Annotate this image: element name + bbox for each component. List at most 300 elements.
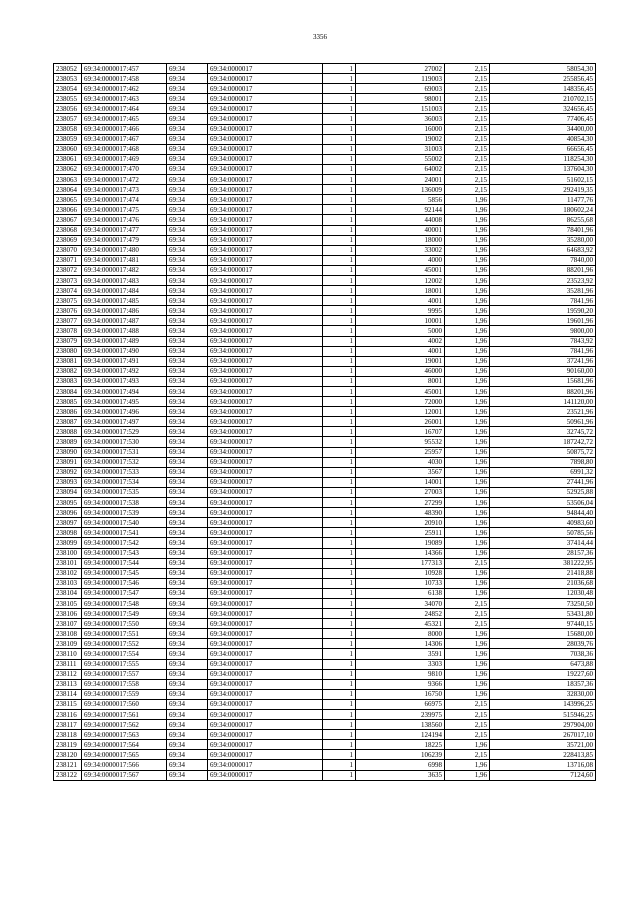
value-cell: 118254,30 (490, 154, 596, 164)
area-cell: 9810 (356, 669, 445, 679)
row-number: 238059 (54, 134, 82, 144)
district-code: 69:34 (167, 689, 208, 699)
row-number: 238069 (54, 235, 82, 245)
rate-cell: 1,96 (445, 366, 490, 376)
area-cell: 136009 (356, 185, 445, 195)
count-cell: 1 (323, 437, 356, 447)
rate-cell: 1,96 (445, 568, 490, 578)
cadastral-number: 69:34:0000017:487 (82, 316, 167, 326)
rate-cell: 1,96 (445, 689, 490, 699)
area-cell: 92144 (356, 205, 445, 215)
row-number: 238095 (54, 498, 82, 508)
row-number: 238090 (54, 447, 82, 457)
district-code: 69:34 (167, 750, 208, 760)
area-cell: 27003 (356, 487, 445, 497)
table-row (54, 528, 596, 538)
value-cell: 381222,95 (490, 558, 596, 568)
rate-cell: 1,96 (445, 376, 490, 386)
rate-cell: 1,96 (445, 255, 490, 265)
district-code: 69:34 (167, 397, 208, 407)
district-code: 69:34 (167, 286, 208, 296)
row-number: 238099 (54, 538, 82, 548)
row-number: 238076 (54, 306, 82, 316)
district-code: 69:34 (167, 245, 208, 255)
count-cell: 1 (323, 457, 356, 467)
table-row (54, 306, 596, 316)
value-cell: 34400,00 (490, 124, 596, 134)
cadastral-block: 69:34:0000017 (208, 114, 323, 124)
rate-cell: 1,96 (445, 669, 490, 679)
value-cell: 27441,96 (490, 477, 596, 487)
table-row (54, 770, 596, 780)
cadastral-number: 69:34:0000017:458 (82, 74, 167, 84)
area-cell: 4001 (356, 296, 445, 306)
row-number: 238082 (54, 366, 82, 376)
cadastral-block: 69:34:0000017 (208, 669, 323, 679)
rate-cell: 1,96 (445, 679, 490, 689)
count-cell: 1 (323, 265, 356, 275)
table-row (54, 387, 596, 397)
table-row (54, 467, 596, 477)
district-code: 69:34 (167, 356, 208, 366)
row-number: 238122 (54, 770, 82, 780)
rate-cell: 2,15 (445, 710, 490, 720)
count-cell: 1 (323, 750, 356, 760)
table-row (54, 134, 596, 144)
cadastral-block: 69:34:0000017 (208, 578, 323, 588)
count-cell: 1 (323, 366, 356, 376)
count-cell: 1 (323, 255, 356, 265)
cadastral-number: 69:34:0000017:542 (82, 538, 167, 548)
value-cell: 15681,96 (490, 376, 596, 386)
row-number: 238086 (54, 407, 82, 417)
cadastral-block: 69:34:0000017 (208, 437, 323, 447)
cadastral-block: 69:34:0000017 (208, 356, 323, 366)
district-code: 69:34 (167, 629, 208, 639)
cadastral-block: 69:34:0000017 (208, 609, 323, 619)
row-number: 238107 (54, 619, 82, 629)
value-cell: 28157,36 (490, 548, 596, 558)
table-row (54, 164, 596, 174)
cadastral-block: 69:34:0000017 (208, 548, 323, 558)
district-code: 69:34 (167, 508, 208, 518)
table-row (54, 104, 596, 114)
cadastral-block: 69:34:0000017 (208, 740, 323, 750)
area-cell: 69003 (356, 84, 445, 94)
cadastral-block: 69:34:0000017 (208, 74, 323, 84)
value-cell: 53431,80 (490, 609, 596, 619)
cadastral-block: 69:34:0000017 (208, 467, 323, 477)
count-cell: 1 (323, 215, 356, 225)
rate-cell: 2,15 (445, 154, 490, 164)
value-cell: 50875,72 (490, 447, 596, 457)
rate-cell: 1,96 (445, 407, 490, 417)
area-cell: 26001 (356, 417, 445, 427)
value-cell: 35281,96 (490, 286, 596, 296)
count-cell: 1 (323, 679, 356, 689)
row-number: 238078 (54, 326, 82, 336)
cadastral-block: 69:34:0000017 (208, 376, 323, 386)
value-cell: 21036,68 (490, 578, 596, 588)
cadastral-block: 69:34:0000017 (208, 366, 323, 376)
value-cell: 7898,80 (490, 457, 596, 467)
area-cell: 19002 (356, 134, 445, 144)
rate-cell: 1,96 (445, 427, 490, 437)
rate-cell: 1,96 (445, 447, 490, 457)
cadastral-number: 69:34:0000017:529 (82, 427, 167, 437)
rate-cell: 1,96 (445, 316, 490, 326)
count-cell: 1 (323, 518, 356, 528)
count-cell: 1 (323, 447, 356, 457)
table-body (54, 64, 596, 781)
value-cell: 90160,00 (490, 366, 596, 376)
rate-cell: 1,96 (445, 275, 490, 285)
table-row (54, 639, 596, 649)
rate-cell: 1,96 (445, 740, 490, 750)
area-cell: 4001 (356, 346, 445, 356)
district-code: 69:34 (167, 467, 208, 477)
area-cell: 151003 (356, 104, 445, 114)
count-cell: 1 (323, 94, 356, 104)
district-code: 69:34 (167, 154, 208, 164)
rate-cell: 2,15 (445, 64, 490, 74)
value-cell: 15680,00 (490, 629, 596, 639)
district-code: 69:34 (167, 265, 208, 275)
area-cell: 119003 (356, 74, 445, 84)
value-cell: 64683,92 (490, 245, 596, 255)
count-cell: 1 (323, 598, 356, 608)
rate-cell: 2,15 (445, 699, 490, 709)
district-code: 69:34 (167, 730, 208, 740)
value-cell: 35721,00 (490, 740, 596, 750)
count-cell: 1 (323, 417, 356, 427)
count-cell: 1 (323, 730, 356, 740)
row-number: 238080 (54, 346, 82, 356)
value-cell: 58054,30 (490, 64, 596, 74)
table-row (54, 538, 596, 548)
cadastral-number: 69:34:0000017:474 (82, 195, 167, 205)
district-code: 69:34 (167, 477, 208, 487)
table-row (54, 518, 596, 528)
rate-cell: 1,96 (445, 387, 490, 397)
value-cell: 267017,10 (490, 730, 596, 740)
cadastral-block: 69:34:0000017 (208, 598, 323, 608)
row-number: 238062 (54, 164, 82, 174)
cadastral-number: 69:34:0000017:547 (82, 588, 167, 598)
count-cell: 1 (323, 336, 356, 346)
rate-cell: 2,15 (445, 164, 490, 174)
table-row (54, 205, 596, 215)
cadastral-block: 69:34:0000017 (208, 154, 323, 164)
cadastral-block: 69:34:0000017 (208, 487, 323, 497)
district-code: 69:34 (167, 134, 208, 144)
rate-cell: 2,15 (445, 619, 490, 629)
area-cell: 14366 (356, 548, 445, 558)
cadastral-block: 69:34:0000017 (208, 568, 323, 578)
count-cell: 1 (323, 397, 356, 407)
cadastral-block: 69:34:0000017 (208, 730, 323, 740)
district-code: 69:34 (167, 326, 208, 336)
table-row (54, 275, 596, 285)
cadastral-number: 69:34:0000017:495 (82, 397, 167, 407)
row-number: 238067 (54, 215, 82, 225)
table-row (54, 255, 596, 265)
cadastral-number: 69:34:0000017:563 (82, 730, 167, 740)
table-row (54, 64, 596, 74)
district-code: 69:34 (167, 639, 208, 649)
count-cell: 1 (323, 760, 356, 770)
value-cell: 148356,45 (490, 84, 596, 94)
row-number: 238072 (54, 265, 82, 275)
cadastral-block: 69:34:0000017 (208, 447, 323, 457)
cadastral-number: 69:34:0000017:496 (82, 407, 167, 417)
table-row (54, 346, 596, 356)
table-row (54, 366, 596, 376)
row-number: 238098 (54, 528, 82, 538)
cadastral-block: 69:34:0000017 (208, 770, 323, 780)
cadastral-number: 69:34:0000017:551 (82, 629, 167, 639)
table-row (54, 144, 596, 154)
rate-cell: 1,96 (445, 286, 490, 296)
value-cell: 297904,00 (490, 720, 596, 730)
value-cell: 32745,72 (490, 427, 596, 437)
count-cell: 1 (323, 134, 356, 144)
table-row (54, 215, 596, 225)
table-row (54, 568, 596, 578)
table-row (54, 336, 596, 346)
rate-cell: 1,96 (445, 770, 490, 780)
district-code: 69:34 (167, 498, 208, 508)
count-cell: 1 (323, 639, 356, 649)
cadastral-block: 69:34:0000017 (208, 689, 323, 699)
area-cell: 5000 (356, 326, 445, 336)
district-code: 69:34 (167, 770, 208, 780)
value-cell: 88201,96 (490, 387, 596, 397)
count-cell: 1 (323, 84, 356, 94)
area-cell: 33002 (356, 245, 445, 255)
area-cell: 12002 (356, 275, 445, 285)
area-cell: 46000 (356, 366, 445, 376)
cadastral-number: 69:34:0000017:559 (82, 689, 167, 699)
area-cell: 40001 (356, 225, 445, 235)
cadastral-number: 69:34:0000017:530 (82, 437, 167, 447)
rate-cell: 2,15 (445, 750, 490, 760)
value-cell: 21418,88 (490, 568, 596, 578)
area-cell: 95532 (356, 437, 445, 447)
cadastral-block: 69:34:0000017 (208, 225, 323, 235)
table-row (54, 710, 596, 720)
row-number: 238070 (54, 245, 82, 255)
cadastral-block: 69:34:0000017 (208, 427, 323, 437)
row-number: 238058 (54, 124, 82, 134)
table-row (54, 175, 596, 185)
cadastral-block: 69:34:0000017 (208, 255, 323, 265)
value-cell: 23523,92 (490, 275, 596, 285)
cadastral-block: 69:34:0000017 (208, 104, 323, 114)
count-cell: 1 (323, 185, 356, 195)
rate-cell: 1,96 (445, 639, 490, 649)
value-cell: 9800,00 (490, 326, 596, 336)
rate-cell: 2,15 (445, 114, 490, 124)
area-cell: 16750 (356, 689, 445, 699)
rate-cell: 1,96 (445, 518, 490, 528)
cadastral-block: 69:34:0000017 (208, 720, 323, 730)
area-cell: 138560 (356, 720, 445, 730)
row-number: 238087 (54, 417, 82, 427)
cadastral-number: 69:34:0000017:558 (82, 679, 167, 689)
district-code: 69:34 (167, 366, 208, 376)
rate-cell: 2,15 (445, 730, 490, 740)
cadastral-number: 69:34:0000017:477 (82, 225, 167, 235)
table-row (54, 730, 596, 740)
cadastral-block: 69:34:0000017 (208, 538, 323, 548)
row-number: 238054 (54, 84, 82, 94)
row-number: 238088 (54, 427, 82, 437)
value-cell: 50961,96 (490, 417, 596, 427)
cadastral-block: 69:34:0000017 (208, 134, 323, 144)
table-row (54, 609, 596, 619)
value-cell: 94844,40 (490, 508, 596, 518)
cadastral-block: 69:34:0000017 (208, 528, 323, 538)
row-number: 238053 (54, 74, 82, 84)
rate-cell: 2,15 (445, 134, 490, 144)
cadastral-number: 69:34:0000017:555 (82, 659, 167, 669)
row-number: 238061 (54, 154, 82, 164)
count-cell: 1 (323, 689, 356, 699)
cadastral-number: 69:34:0000017:486 (82, 306, 167, 316)
value-cell: 88201,96 (490, 265, 596, 275)
area-cell: 106239 (356, 750, 445, 760)
table-row (54, 407, 596, 417)
count-cell: 1 (323, 487, 356, 497)
cadastral-number: 69:34:0000017:546 (82, 578, 167, 588)
cadastral-number: 69:34:0000017:534 (82, 477, 167, 487)
value-cell: 6991,32 (490, 467, 596, 477)
rate-cell: 1,96 (445, 649, 490, 659)
rate-cell: 1,96 (445, 326, 490, 336)
district-code: 69:34 (167, 387, 208, 397)
rate-cell: 1,96 (445, 397, 490, 407)
district-code: 69:34 (167, 275, 208, 285)
value-cell: 137604,30 (490, 164, 596, 174)
cadastral-block: 69:34:0000017 (208, 679, 323, 689)
cadastral-number: 69:34:0000017:564 (82, 740, 167, 750)
area-cell: 44008 (356, 215, 445, 225)
table-row (54, 588, 596, 598)
cadastral-number: 69:34:0000017:483 (82, 275, 167, 285)
rate-cell: 1,96 (445, 346, 490, 356)
rate-cell: 1,96 (445, 588, 490, 598)
value-cell: 7841,96 (490, 296, 596, 306)
table-row (54, 629, 596, 639)
area-cell: 27299 (356, 498, 445, 508)
cadastral-number: 69:34:0000017:479 (82, 235, 167, 245)
table-row (54, 356, 596, 366)
cadastral-block: 69:34:0000017 (208, 94, 323, 104)
cadastral-block: 69:34:0000017 (208, 750, 323, 760)
cadastral-block: 69:34:0000017 (208, 619, 323, 629)
value-cell: 7124,60 (490, 770, 596, 780)
row-number: 238115 (54, 699, 82, 709)
count-cell: 1 (323, 114, 356, 124)
value-cell: 18357,36 (490, 679, 596, 689)
cadastral-number: 69:34:0000017:562 (82, 720, 167, 730)
rate-cell: 1,96 (445, 265, 490, 275)
row-number: 238092 (54, 467, 82, 477)
cadastral-block: 69:34:0000017 (208, 175, 323, 185)
row-number: 238116 (54, 710, 82, 720)
cadastral-value-table (53, 63, 596, 781)
value-cell: 6473,88 (490, 659, 596, 669)
area-cell: 4002 (356, 336, 445, 346)
table-row (54, 417, 596, 427)
value-cell: 7840,00 (490, 255, 596, 265)
district-code: 69:34 (167, 74, 208, 84)
rate-cell: 1,96 (445, 548, 490, 558)
area-cell: 8001 (356, 376, 445, 386)
area-cell: 66975 (356, 699, 445, 709)
cadastral-number: 69:34:0000017:468 (82, 144, 167, 154)
cadastral-number: 69:34:0000017:463 (82, 94, 167, 104)
district-code: 69:34 (167, 175, 208, 185)
district-code: 69:34 (167, 598, 208, 608)
rate-cell: 2,15 (445, 558, 490, 568)
row-number: 238073 (54, 275, 82, 285)
area-cell: 6998 (356, 760, 445, 770)
row-number: 238111 (54, 659, 82, 669)
row-number: 238052 (54, 64, 82, 74)
cadastral-number: 69:34:0000017:457 (82, 64, 167, 74)
district-code: 69:34 (167, 609, 208, 619)
count-cell: 1 (323, 326, 356, 336)
count-cell: 1 (323, 720, 356, 730)
table-row (54, 659, 596, 669)
count-cell: 1 (323, 64, 356, 74)
district-code: 69:34 (167, 205, 208, 215)
cadastral-number: 69:34:0000017:472 (82, 175, 167, 185)
area-cell: 177313 (356, 558, 445, 568)
row-number: 238089 (54, 437, 82, 447)
count-cell: 1 (323, 558, 356, 568)
area-cell: 10001 (356, 316, 445, 326)
table-row (54, 760, 596, 770)
table-row (54, 508, 596, 518)
value-cell: 13716,08 (490, 760, 596, 770)
count-cell: 1 (323, 649, 356, 659)
table-row (54, 669, 596, 679)
cadastral-block: 69:34:0000017 (208, 316, 323, 326)
table-row (54, 689, 596, 699)
rate-cell: 2,15 (445, 104, 490, 114)
rate-cell: 1,96 (445, 195, 490, 205)
cadastral-block: 69:34:0000017 (208, 195, 323, 205)
value-cell: 19227,60 (490, 669, 596, 679)
cadastral-number: 69:34:0000017:497 (82, 417, 167, 427)
district-code: 69:34 (167, 296, 208, 306)
value-cell: 78401,96 (490, 225, 596, 235)
row-number: 238083 (54, 376, 82, 386)
count-cell: 1 (323, 387, 356, 397)
area-cell: 18225 (356, 740, 445, 750)
district-code: 69:34 (167, 447, 208, 457)
district-code: 69:34 (167, 225, 208, 235)
row-number: 238109 (54, 639, 82, 649)
rate-cell: 1,96 (445, 508, 490, 518)
cadastral-number: 69:34:0000017:538 (82, 498, 167, 508)
cadastral-number: 69:34:0000017:465 (82, 114, 167, 124)
value-cell: 11477,76 (490, 195, 596, 205)
count-cell: 1 (323, 316, 356, 326)
